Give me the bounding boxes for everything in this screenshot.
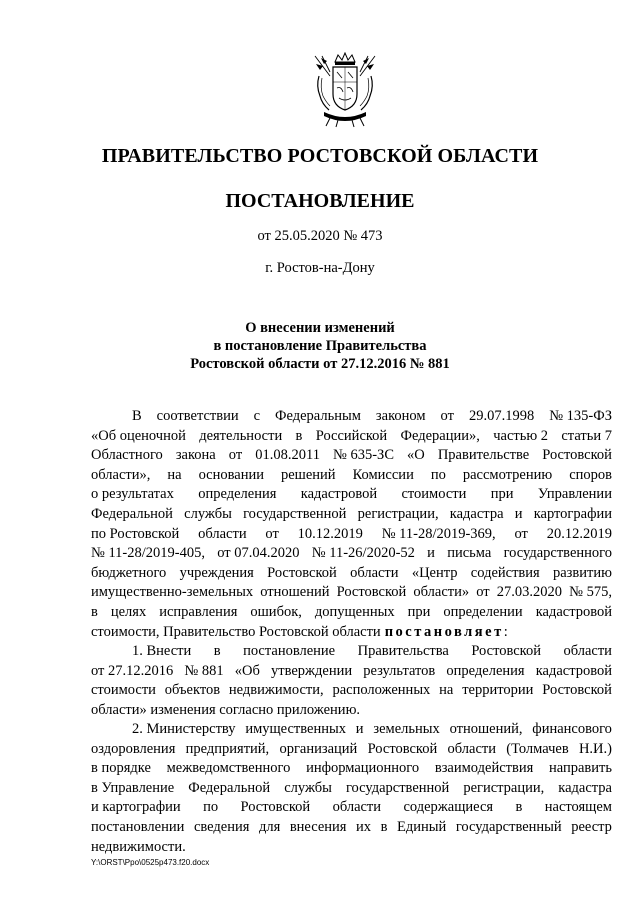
word: области: [447, 740, 496, 757]
word: Областного: [91, 447, 163, 464]
word: и: [514, 505, 523, 522]
word: на: [439, 682, 454, 699]
word: организаций: [279, 740, 358, 757]
document-date-number: от 25.05.2020 № 473: [257, 228, 383, 244]
word: в Управление: [91, 779, 175, 796]
word: кадастровой: [300, 486, 378, 503]
word: письма: [447, 545, 492, 562]
word: службы: [284, 779, 332, 796]
word: утверждении: [270, 662, 353, 679]
word: от: [514, 525, 528, 542]
paragraph-line: [91, 485, 612, 505]
word: исправления: [159, 603, 238, 620]
word: постановление: [243, 643, 336, 659]
rostov-oblast-coat-of-arms-icon: [314, 52, 376, 128]
resolves-word: постановляет: [384, 623, 504, 640]
preamble-text: стоимости, Правительство Ростовской области: [91, 623, 381, 640]
word: Правительства: [357, 643, 449, 659]
word: от 27.12.2016: [91, 662, 174, 679]
word: № 11-28/2019-369,: [381, 525, 496, 542]
paragraph-line: [91, 603, 612, 623]
resolves-colon: :: [503, 623, 508, 640]
word: стоимости: [91, 682, 156, 699]
paragraph-line: [91, 525, 612, 545]
word: Ростовской: [367, 740, 438, 757]
word: их: [356, 818, 372, 835]
word: взаимодействия: [434, 760, 534, 777]
word: Ростовской: [471, 643, 541, 659]
document-type: ПОСТАНОВЛЕНИЕ: [225, 190, 415, 212]
word: области: [563, 643, 612, 659]
word: определения: [446, 662, 525, 679]
word: кадастра: [449, 505, 504, 522]
subject-line: в постановление Правительства: [213, 338, 427, 354]
word: деятельности: [199, 427, 283, 444]
file-path-footer: Y:\ORST\Ppo\0525p473.f20.docx: [91, 858, 210, 867]
word: от: [228, 447, 243, 464]
word: Правительстве: [437, 447, 530, 464]
clause-2-paragraph: [91, 720, 612, 857]
word: бюджетного: [91, 564, 167, 581]
word: результатов: [363, 662, 436, 679]
word: Комиссии: [352, 466, 414, 483]
paragraph-line: [91, 642, 612, 662]
word: Ростовской: [542, 682, 612, 699]
word: 29.07.1998: [468, 408, 535, 424]
word: по: [203, 799, 219, 816]
word: при: [490, 486, 514, 503]
word: от: [265, 525, 279, 542]
word: и: [355, 721, 364, 737]
word: по Ростовской: [91, 525, 180, 542]
word: статьи 7: [561, 427, 612, 444]
word: предприятий,: [185, 740, 270, 757]
word: законом: [375, 408, 426, 424]
word: 20.12.2019: [546, 525, 612, 542]
clause-1-paragraph: [91, 642, 612, 720]
word: в: [295, 427, 303, 444]
word: № 11-26/2020-52: [311, 545, 415, 562]
paragraph-line: [91, 818, 612, 838]
word: (Толмачев: [506, 740, 569, 757]
paragraph-line: [91, 407, 612, 427]
word: рассмотрению: [462, 466, 553, 483]
word: государственной: [345, 779, 450, 796]
word: области: [198, 525, 247, 542]
word: области»: [413, 584, 470, 601]
word: № 575,: [569, 584, 612, 601]
word: основании: [198, 466, 264, 483]
paragraph-line: [91, 720, 612, 740]
word: в: [213, 643, 221, 659]
word: Федерации»,: [400, 427, 480, 444]
word: от: [440, 408, 454, 424]
paragraph-line: [91, 681, 612, 701]
word: стоимости: [401, 486, 467, 503]
word: учреждения: [179, 564, 254, 581]
word: регистрации,: [463, 779, 545, 796]
paragraph-line: [91, 427, 612, 447]
word: расположенных: [332, 682, 431, 699]
paragraph-line: [91, 740, 612, 760]
word: соответствии: [156, 408, 239, 424]
paragraph-line: [91, 701, 612, 721]
clause-1-text: области» изменения согласно приложению.: [91, 701, 361, 718]
word: Ростовской: [336, 584, 407, 601]
word: Федеральным: [275, 408, 361, 424]
preamble-paragraph: [91, 407, 612, 642]
word: финансового: [532, 721, 612, 737]
word: Ростовской: [240, 799, 311, 816]
word: с: [253, 408, 261, 424]
word: Н.И.): [578, 740, 612, 757]
word: Федеральной: [91, 505, 173, 522]
subject-line: О внесении изменений: [245, 320, 395, 336]
word: споров: [569, 466, 612, 483]
word: № 635-ЗС: [333, 447, 394, 464]
paragraph-line: [91, 544, 612, 564]
word: содержащиеся: [403, 799, 494, 816]
word: отношений,: [449, 721, 523, 737]
word: картографии: [533, 505, 612, 522]
word: Ростовской: [542, 447, 612, 464]
paragraph-line: [91, 838, 612, 858]
word: службы: [184, 505, 232, 522]
word: и картографии: [91, 799, 181, 816]
document-subject: [0, 319, 640, 373]
word: государственной: [243, 505, 347, 522]
word: в: [515, 799, 523, 816]
word: Ростовской: [267, 564, 337, 581]
paragraph-line: [91, 466, 612, 486]
word: в: [91, 603, 98, 620]
paragraph-line: [91, 505, 612, 525]
word: оздоровления: [91, 740, 176, 757]
word: № 135-ФЗ: [549, 408, 612, 424]
government-title: ПРАВИТЕЛЬСТВО РОСТОВСКОЙ ОБЛАСТИ: [101, 145, 539, 167]
word: отношений: [260, 584, 330, 601]
word: Единый: [397, 818, 447, 835]
word: в порядке: [91, 760, 151, 777]
word: «Об оценочной: [91, 427, 186, 444]
word: Управлении: [537, 486, 612, 503]
word: 2. Министерству: [132, 721, 236, 737]
word: «Центр: [411, 564, 458, 581]
word: Российской: [315, 427, 388, 444]
word: территории: [462, 682, 534, 699]
word: решений: [281, 466, 336, 483]
word: кадастровой: [535, 662, 612, 679]
word: от 07.04.2020: [217, 545, 300, 562]
word: земельных: [373, 721, 440, 737]
word: настоящем: [544, 799, 612, 816]
word: в: [380, 818, 388, 835]
word: о результатах: [91, 486, 174, 503]
clause-2-text: недвижимости.: [91, 838, 186, 855]
word: частью 2: [493, 427, 549, 444]
word: определении: [443, 603, 523, 620]
paragraph-line: [91, 446, 612, 466]
word: сведения: [193, 818, 250, 835]
word: области: [350, 564, 399, 581]
paragraph-line: [91, 798, 612, 818]
word: области»,: [91, 466, 151, 483]
word: государственный: [455, 818, 562, 835]
word: развитию: [552, 564, 612, 581]
word: межведомственного: [166, 760, 291, 777]
word: 01.08.2011: [255, 447, 320, 464]
paragraph-line: [91, 564, 612, 584]
word: В: [132, 408, 142, 424]
paragraph-line: [91, 623, 612, 643]
word: и: [427, 545, 435, 562]
paragraph-line: [91, 662, 612, 682]
word: при: [407, 603, 431, 620]
word: внесения: [289, 818, 347, 835]
word: 1. Внести: [132, 643, 192, 659]
word: № 11-28/2019-405,: [91, 545, 205, 562]
word: государственного: [503, 545, 612, 562]
word: № 881: [184, 662, 224, 679]
word: области: [332, 799, 382, 816]
word: Федеральной: [188, 779, 271, 796]
word: ошибок,: [250, 603, 302, 620]
subject-line: Ростовской области от 27.12.2016 № 881: [190, 356, 450, 372]
word: реестр: [571, 818, 612, 835]
paragraph-line: [91, 779, 612, 799]
word: от: [476, 584, 490, 601]
word: «О: [407, 447, 425, 464]
word: допущенных: [314, 603, 395, 620]
word: на: [167, 466, 182, 483]
word: 10.12.2019: [297, 525, 363, 542]
word: 27.03.2020: [496, 584, 562, 601]
word: направить: [548, 760, 612, 777]
document-city: г. Ростов-на-Дону: [265, 260, 375, 276]
word: закона: [175, 447, 216, 464]
word: определения: [198, 486, 277, 503]
word: информационного: [306, 760, 420, 777]
word: целях: [110, 603, 147, 620]
word: кадастровой: [535, 603, 612, 620]
word: объектов: [164, 682, 221, 699]
word: регистрации,: [357, 505, 439, 522]
word: имущественных: [245, 721, 346, 737]
word: кадастра: [558, 779, 612, 796]
word: имущественно-земельных: [91, 584, 254, 601]
paragraph-line: [91, 759, 612, 779]
word: «Об: [234, 662, 260, 679]
word: недвижимости,: [228, 682, 324, 699]
word: для: [258, 818, 281, 835]
word: постановлении: [91, 818, 185, 835]
paragraph-line: [91, 583, 612, 603]
word: содействия: [470, 564, 540, 581]
word: по: [430, 466, 446, 483]
